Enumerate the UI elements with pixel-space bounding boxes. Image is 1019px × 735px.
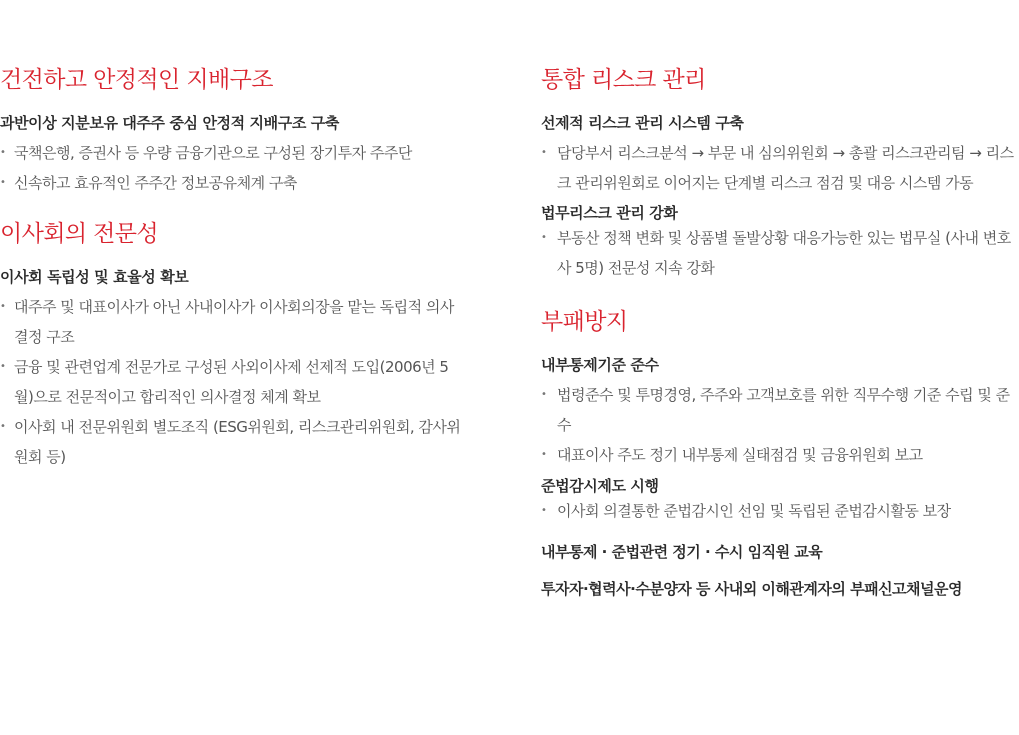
list-item: • 이사회 내 전문위원회 별도조직 (ESG위원회, 리스크관리위원회, 감사위원회 등) xyxy=(0,418,461,466)
risk-system-list xyxy=(541,138,1016,198)
bullet-icon: • xyxy=(0,301,6,312)
legal-risk-list xyxy=(541,223,1016,283)
section-title-board: 이사회의 전문성 xyxy=(0,221,159,247)
subtitle-compliance: 준법감시제도 시행 xyxy=(541,477,659,495)
board-list xyxy=(0,292,465,472)
list-item: • 금융 및 관련업계 전문가로 구성된 사외이사제 선제적 도입(2006년 5월)으로 전문적이고 합리적인 의사결정 체계 확보 xyxy=(0,358,449,406)
bullet-icon: • xyxy=(541,389,547,400)
bullet-icon: • xyxy=(541,449,547,460)
governance-list xyxy=(0,138,470,198)
subtitle-governance: 과반이상 지분보유 대주주 중심 안정적 지배구조 구축 xyxy=(0,114,339,132)
internal-control-list xyxy=(541,380,1016,470)
bullet-icon: • xyxy=(0,147,6,158)
list-item: • 대주주 및 대표이사가 아닌 사내이사가 이사회의장을 맡는 독립적 의사결정 구조 xyxy=(0,298,454,346)
list-item: • 신속하고 효유적인 주주간 정보공유체계 구축 xyxy=(0,174,297,192)
bullet-icon: • xyxy=(0,421,6,432)
subtitle-internal-control: 내부통제기준 준수 xyxy=(541,356,659,374)
right-column xyxy=(541,66,1016,599)
list-item: • 담당부서 리스크분석 → 부문 내 심의위원회 → 총괄 리스크관리팀 → 리스크 관리위원회로 이어지는 단계별 리스크 점검 및 대응 시스템 가동 xyxy=(541,144,1014,192)
list-item: • 부동산 정책 변화 및 상품별 돌발상황 대응가능한 있는 법무실 (사내 변호사 5명) 전문성 지속 강화 xyxy=(541,229,1011,277)
subtitle-board: 이사회 독립성 및 효율성 확보 xyxy=(0,268,189,286)
subtitle-risk-system: 선제적 리스크 관리 시스템 구축 xyxy=(541,114,744,132)
compliance-list xyxy=(541,496,1016,526)
section-title-governance: 건전하고 안정적인 지배구조 xyxy=(0,67,273,93)
list-item: • 국책은행, 증권사 등 우량 금융기관으로 구성된 장기투자 주주단 xyxy=(0,144,412,162)
section-title-anti-corruption: 부패방지 xyxy=(541,309,628,335)
bullet-icon: • xyxy=(541,505,547,516)
bullet-icon: • xyxy=(541,232,547,243)
training-line: 내부통제 · 준법관련 정기 · 수시 임직원 교육 xyxy=(541,543,823,561)
list-item: • 대표이사 주도 정기 내부통제 실태점검 및 금융위원회 보고 xyxy=(541,446,923,464)
bullet-icon: • xyxy=(541,147,547,158)
subtitle-legal-risk: 법무리스크 관리 강화 xyxy=(541,204,678,222)
reporting-channel-line: 투자자·협력사·수분양자 등 사내외 이해관계자의 부패신고채널운영 xyxy=(541,580,963,598)
bullet-icon: • xyxy=(0,361,6,372)
bullet-icon: • xyxy=(0,177,6,188)
section-title-risk: 통합 리스크 관리 xyxy=(541,67,706,93)
left-column xyxy=(0,66,470,472)
list-item: • 법령준수 및 투명경영, 주주와 고객보호를 위한 직무수행 기준 수립 및 준수 xyxy=(541,386,1010,434)
list-item: • 이사회 의결통한 준법감시인 선임 및 독립된 준법감시활동 보장 xyxy=(541,502,951,520)
